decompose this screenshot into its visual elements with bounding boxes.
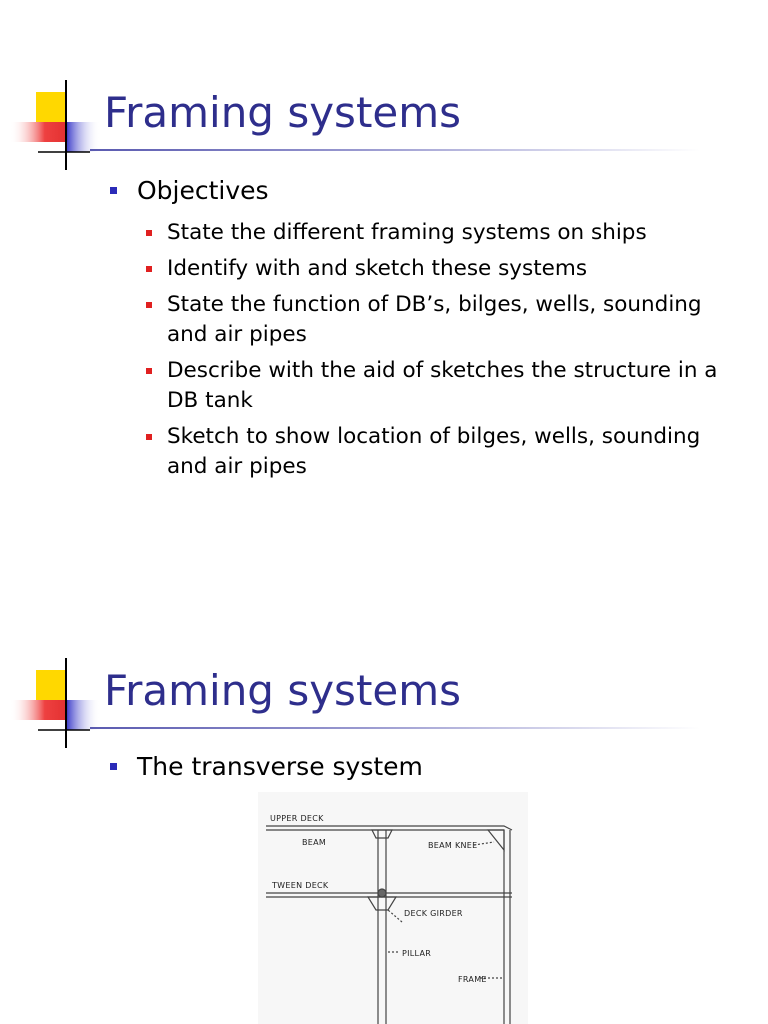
slide-title: Framing systems (104, 88, 462, 137)
sub-bullet-square-icon (146, 230, 152, 236)
label-upper-deck: UPPER DECK (270, 814, 324, 823)
sub-bullet-square-icon (146, 368, 152, 374)
list-item (146, 218, 746, 248)
list-item (146, 254, 746, 284)
sub-bullet-square-icon (146, 266, 152, 272)
title-divider (90, 727, 700, 729)
slide-logo-icon (8, 656, 108, 756)
list-item-text: State the different framing systems on ships (167, 220, 647, 245)
bullet-square-icon (110, 763, 117, 770)
sub-bullet-square-icon (146, 302, 152, 308)
label-pillar: PILLAR (402, 949, 432, 958)
bullet-transverse-system (110, 752, 423, 781)
bullet-text: The transverse system (137, 752, 423, 781)
sub-bullet-square-icon (146, 434, 152, 440)
label-tween-deck: TWEEN DECK (272, 881, 329, 890)
slide-title: Framing systems (104, 666, 462, 715)
list-item-text: Describe with the aid of sketches the structure in a DB tank (167, 358, 718, 413)
list-item (146, 290, 746, 350)
objectives-list (146, 218, 746, 488)
title-divider (90, 149, 700, 151)
list-item (146, 422, 746, 482)
label-frame: FRAME (458, 975, 487, 984)
bullet-square-icon (110, 187, 117, 194)
slide-2 (0, 576, 768, 1024)
list-item-text: Sketch to show location of bilges, wells, sounding and air pipes (167, 424, 701, 479)
label-beam: BEAM (302, 838, 327, 847)
label-deck-girder: DECK GIRDER (404, 909, 463, 918)
label-beam-knee: BEAM KNEE (428, 841, 478, 850)
slide-logo-icon (8, 78, 108, 178)
bullet-objectives (110, 176, 269, 205)
transverse-framing-diagram (258, 792, 528, 1024)
list-item (146, 356, 746, 416)
list-item-text: State the function of DB’s, bilges, wells, sounding and air pipes (167, 292, 702, 347)
bullet-text: Objectives (137, 176, 269, 205)
list-item-text: Identify with and sketch these systems (167, 256, 588, 281)
